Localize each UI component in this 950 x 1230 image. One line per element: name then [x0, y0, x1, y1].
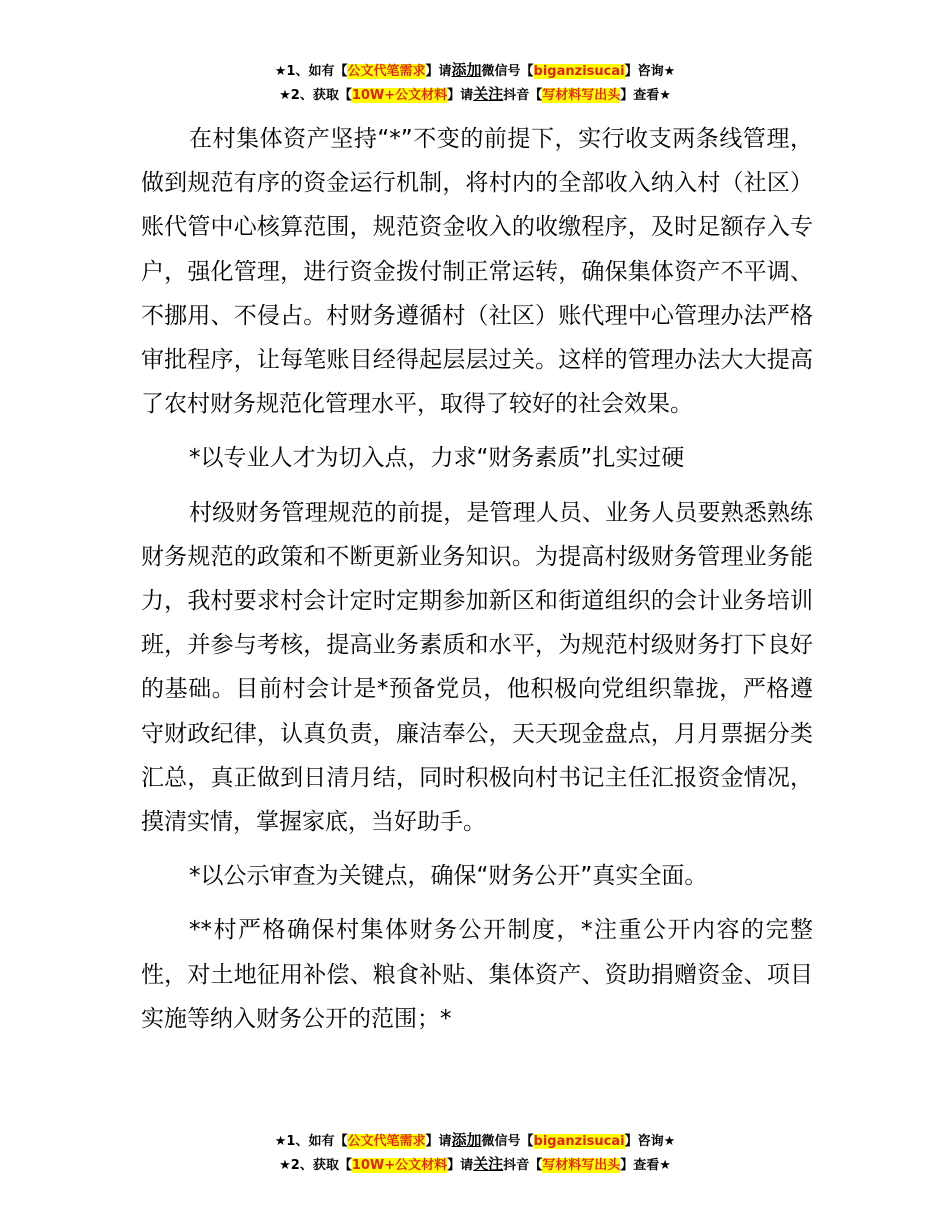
banner-text: 】请: [425, 64, 452, 79]
emphasis-text: 关注: [473, 85, 504, 103]
section-heading: *以公示审查为关键点，确保“财务公开”真实全面。: [189, 863, 708, 890]
banner-text: 抖音【: [503, 1158, 543, 1173]
highlight-text: 10W+公文材料: [351, 1158, 448, 1173]
emphasis-text: 关注: [473, 1155, 504, 1173]
banner-line-2: [0, 83, 950, 107]
banner-line-2: [0, 1153, 950, 1177]
section-heading: *以专业人才为切入点，力求“财务素质”扎实过硬: [189, 445, 685, 472]
banner-text: 微信号【: [481, 64, 534, 79]
wechat-id-highlight: biganzisucai: [533, 64, 625, 79]
highlight-text: 公文代笔需求: [347, 1134, 426, 1149]
banner-text: 】查看★: [620, 88, 671, 103]
banner-line-1: [0, 59, 950, 83]
banner-line-1: [0, 1129, 950, 1153]
wechat-id-highlight: biganzisucai: [533, 1134, 625, 1149]
banner-text: 】咨询★: [624, 64, 676, 79]
banner-text: 】请: [447, 1158, 474, 1173]
banner-text: 】查看★: [620, 1158, 671, 1173]
emphasis-text: 添加: [451, 61, 482, 79]
douyin-account-highlight: 写材料写出头: [542, 88, 621, 103]
paragraph: **村严格确保村集体财务公开制度，*注重公开内容的完整性，对土地征用补偿、粮食补贴、集体资产、资助捐赠资金、项目实施等纳入财务公开的范围；*: [141, 917, 813, 1032]
header-banner: [0, 59, 950, 107]
highlight-text: 公文代笔需求: [347, 64, 426, 79]
highlight-text: 10W+公文材料: [351, 88, 448, 103]
paragraph: 在村集体资产坚持“*”不变的前提下，实行收支两条线管理，做到规范有序的资金运行机制，将村内的全部收入纳入村（社区）账代管中心核算范围，规范资金收入的收缴程序，及时足额存入专户，强化管理，进行资金拨付制正常运转，确保集体资产不平调、不挪用、不侵占。村财务遵循村（社区）账代理中心管理办法严格审批程序，让每笔账目经得起层层过关。这样的管理办法大大提高了农村财务规范化管理水平，取得了较好的社会效果。: [141, 126, 813, 418]
banner-text: 】请: [425, 1134, 452, 1149]
paragraph: 村级财务管理规范的前提，是管理人员、业务人员要熟悉熟练财务规范的政策和不断更新业务知识。为提高村级财务管理业务能力，我村要求村会计定时定期参加新区和街道组织的会计业务培训班，并参与考核，提高业务素质和水平，为规范村级财务打下良好的基础。目前村会计是*预备党员，他积极向党组织靠拢，严格遵守财政纪律，认真负责，廉洁奉公，天天现金盘点，月月票据分类汇总，真正做到日清月结，同时积极向村书记主任汇报资金情况，摸清实情，掌握家底，当好助手。: [141, 499, 813, 836]
banner-text: 】咨询★: [624, 1134, 676, 1149]
emphasis-text: 添加: [451, 1131, 482, 1149]
banner-text: 微信号【: [481, 1134, 534, 1149]
banner-text: 抖音【: [503, 88, 543, 103]
banner-text: ★2、获取【: [279, 1158, 352, 1173]
document-body: [141, 117, 813, 1051]
banner-text: 】请: [447, 88, 474, 103]
banner-text: ★2、获取【: [279, 88, 352, 103]
banner-text: ★1、如有【: [274, 1134, 348, 1149]
banner-text: ★1、如有【: [274, 64, 348, 79]
footer-banner: [0, 1129, 950, 1177]
douyin-account-highlight: 写材料写出头: [542, 1158, 621, 1173]
